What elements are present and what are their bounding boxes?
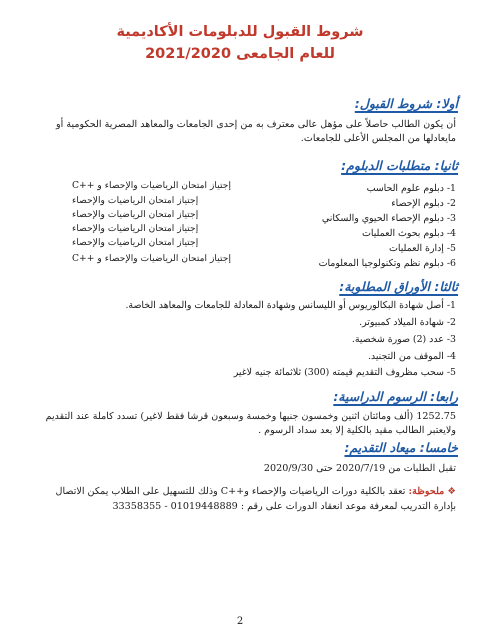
section-heading-fees: رابعا: الرسوم الدراسية:	[333, 389, 458, 404]
section-heading-deadline: خامسا: ميعاد التقديم:	[344, 440, 458, 455]
document-item: 4- الموقف من التجنيد.	[367, 351, 456, 362]
section-heading-documents: ثالثا: الأوراق المطلوبة:	[339, 279, 458, 294]
diploma-requirement: إجتياز امتحان الرياضيات والإحصاء	[72, 237, 199, 248]
diploma-requirement: إجتياز امتحان الرياضيات والإحصاء و ++C	[72, 253, 231, 264]
document-subtitle-year: للعام الجامعى 2021/2020	[145, 46, 335, 62]
diploma-item: 2- دبلوم الإحصاء	[391, 198, 456, 209]
document-item: 3- عدد (2) صورة شخصية.	[351, 334, 456, 345]
note-text: تعقد بالكلية دورات الرياضيات والإحصاء و++C وذلك للتسهيل على الطلاب يمكن الاتصال	[55, 486, 406, 497]
note-line2: بإدارة التدريب لمعرفة موعد انعقاد الدورات على رقم : 01019448889 - 33358355	[112, 501, 456, 512]
diploma-item: 6- دبلوم نظم وتكنولوجيا المعلومات	[318, 258, 456, 269]
document-item: 2- شهادة الميلاد كمبيوتر.	[359, 317, 456, 328]
note-label: ملحوظة:	[408, 486, 445, 497]
diploma-item: 1- دبلوم علوم الحاسب	[366, 183, 456, 194]
fees-text-line2: ولايعتبر الطالب مقيد بالكلية إلا بعد سداد الرسوم .	[258, 425, 456, 436]
diamond-bullet-icon: ❖	[447, 486, 456, 497]
note-line1	[20, 485, 456, 498]
document-title: شروط القبول للدبلومات الأكاديمية	[116, 24, 364, 40]
diploma-item: 5- إدارة العمليات	[389, 243, 456, 254]
section-heading-requirements: ثانيا: متطلبات الدبلوم:	[341, 158, 458, 173]
document-item: 1- أصل شهادة البكالوريوس أو الليسانس وشهادة المعادلة للجامعات والمعاهد الخاصة.	[125, 300, 456, 311]
section-heading-admission: أولا: شروط القبول:	[354, 96, 458, 111]
document-item: 5- سحب مظروف التقديم قيمته (300) ثلاثمائة جنيه لاغير	[233, 367, 456, 378]
diploma-item: 4- دبلوم بحوث العمليات	[362, 228, 456, 239]
admission-text-line2: مايعادلها من المجلس الأعلى للجامعات.	[300, 133, 456, 144]
admission-text-line1: أن يكون الطالب حاصلاً على مؤهل عالى معترف به من إحدى الجامعات والمعاهد المصرية الحكومية أو	[56, 119, 456, 130]
diploma-requirement: إجتياز امتحان الرياضيات والإحصاء	[72, 195, 199, 206]
diploma-requirement: إجتياز امتحان الرياضيات والإحصاء	[72, 223, 199, 234]
page-number: 2	[236, 616, 244, 627]
diploma-requirement: إجتياز امتحان الرياضيات والإحصاء و ++C	[72, 180, 231, 191]
diploma-requirement: إجتياز امتحان الرياضيات والإحصاء	[72, 209, 199, 220]
diploma-item: 3- دبلوم الإحصاء الحيوي والسكاني	[321, 213, 456, 224]
deadline-text: تقبل الطلبات من 2020/7/19 حتى 2020/9/30	[263, 463, 456, 474]
fees-text-line1: 1252.75 (ألف ومائتان اثنين وخمسون جنيها وخمسة وسبعون قرشا فقط لاغير) تسدد كاملة عند التقديم	[45, 411, 456, 422]
